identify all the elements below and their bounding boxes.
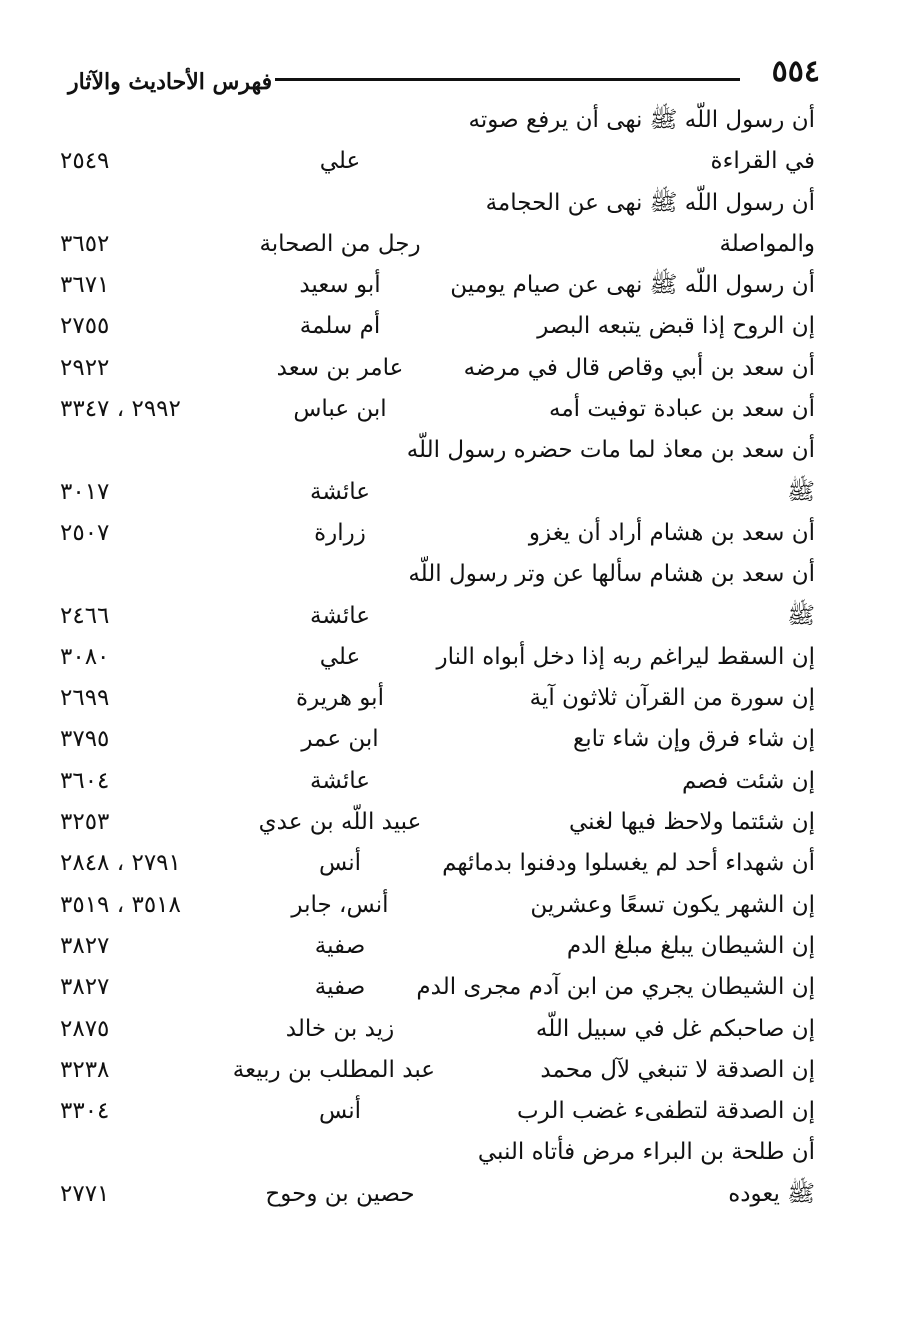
hadith-text: أن رسول اللّه ﷺ نهى عن صيام يومين (450, 272, 815, 299)
hadith-number: ٢٧٩١ ، ٢٨٤٨ (60, 850, 181, 877)
narrator-name: علي (319, 643, 361, 670)
hadith-text: أن سعد بن هشام أراد أن يغزو (528, 519, 815, 546)
index-row (60, 1091, 815, 1132)
hadith-number: ٣٧٩٥ (60, 726, 110, 753)
narrator-name: رجل من الصحابة (259, 230, 421, 257)
narrator-name: أم سلمة (299, 313, 381, 340)
narrator-name: عائشة (310, 478, 370, 505)
hadith-number: ٢٩٢٢ (60, 354, 110, 381)
page-number: ٥٥٤ (771, 54, 820, 89)
narrator-name: أبو سعيد (299, 272, 381, 299)
index-row (60, 141, 815, 182)
index-row (60, 885, 815, 926)
hadith-text: إن شاء فرق وإن شاء تابع (573, 726, 815, 753)
index-row (60, 430, 815, 471)
hadith-text: إن السقط ليراغم ربه إذا دخل أبواه النار (436, 643, 815, 670)
hadith-text: أن شهداء أحد لم يغسلوا ودفنوا بدمائهم (442, 850, 815, 877)
index-row (60, 637, 815, 678)
hadith-text: إن الشيطان يجري من ابن آدم مجرى الدم (416, 974, 815, 1001)
index-row (60, 554, 815, 595)
hadith-number: ٣٢٥٣ (60, 809, 110, 836)
hadith-number: ٣٦٥٢ (60, 230, 110, 257)
index-row (60, 183, 815, 224)
narrator-name: صفية (314, 932, 366, 959)
index-row (60, 719, 815, 760)
hadith-text: أن سعد بن معاذ لما مات حضره رسول اللّه (406, 437, 815, 464)
hadith-number: ٢٤٦٦ (60, 602, 110, 629)
narrator-name: أنس، جابر (291, 891, 389, 918)
narrator-name: ابن عباس (293, 396, 387, 423)
narrator-name: حصين بن وحوح (265, 1180, 415, 1207)
narrator-name: عامر بن سعد (276, 354, 404, 381)
page-running-title: فهرس الأحاديث والآثار (68, 69, 273, 95)
hadith-number: ٣٦٧١ (60, 272, 110, 299)
hadith-number: ٢٥٤٩ (60, 148, 110, 175)
hadith-text: ﷺ (787, 478, 815, 505)
narrator-name: زيد بن خالد (285, 1015, 395, 1042)
narrator-name: أبو هريرة (296, 685, 384, 712)
narrator-name: أنس (318, 1098, 362, 1125)
hadith-number: ٣٨٢٧ (60, 932, 110, 959)
hadith-number: ٣٠٨٠ (60, 643, 110, 670)
index-row (60, 389, 815, 430)
index-row (60, 843, 815, 884)
hadith-number: ٣٨٢٧ (60, 974, 110, 1001)
index-row (60, 802, 815, 843)
hadith-text: أن سعد بن هشام سألها عن وتر رسول اللّه (408, 561, 815, 588)
hadith-number: ٣٠١٧ (60, 478, 110, 505)
narrator-name: عائشة (310, 767, 370, 794)
hadith-number: ٣٢٣٨ (60, 1056, 110, 1083)
header-rule (275, 78, 740, 81)
hadith-text: في القراءة (710, 148, 815, 175)
hadith-text: ﷺ (787, 602, 815, 629)
index-row (60, 1009, 815, 1050)
hadith-number: ٢٨٧٥ (60, 1015, 110, 1042)
hadith-text: ﷺ يعوده (728, 1180, 815, 1207)
hadith-number: ٣٦٠٤ (60, 767, 110, 794)
index-row (60, 967, 815, 1008)
hadith-text: إن الصدقة لا تنبغي لآل محمد (540, 1056, 815, 1083)
hadith-text: إن الصدقة لتطفىء غضب الرب (516, 1098, 815, 1125)
index-row (60, 472, 815, 513)
index-row (60, 596, 815, 637)
hadith-number: ٢٩٩٢ ، ٣٣٤٧ (60, 396, 181, 423)
hadith-text: أن سعد بن أبي وقاص قال في مرضه (463, 354, 815, 381)
page-header (60, 52, 820, 102)
narrator-name: أنس (318, 850, 362, 877)
narrator-name: صفية (314, 974, 366, 1001)
index-row (60, 1050, 815, 1091)
hadith-number: ٢٦٩٩ (60, 685, 110, 712)
hadith-text: إن صاحبكم غل في سبيل اللّه (535, 1015, 815, 1042)
index-row (60, 678, 815, 719)
index-row (60, 306, 815, 347)
hadith-text: إن شئت فصم (682, 767, 815, 794)
index-row (60, 513, 815, 554)
index-row (60, 265, 815, 306)
narrator-name: زرارة (314, 519, 366, 546)
index-row (60, 926, 815, 967)
hadith-text: أن رسول اللّه ﷺ نهى أن يرفع صوته (468, 107, 815, 133)
hadith-index-list (60, 100, 815, 1215)
narrator-name: ابن عمر (301, 726, 379, 753)
hadith-text: إن الشيطان يبلغ مبلغ الدم (566, 932, 815, 959)
narrator-name: عبيد اللّه بن عدي (258, 809, 422, 836)
narrator-name: علي (319, 148, 361, 175)
hadith-text: أن طلحة بن البراء مرض فأتاه النبي (477, 1139, 815, 1166)
index-row (60, 100, 815, 141)
index-row (60, 1174, 815, 1215)
hadith-text: إن الروح إذا قبض يتبعه البصر (537, 313, 815, 340)
hadith-text: إن الشهر يكون تسعًا وعشرين (530, 891, 815, 918)
hadith-number: ٢٥٠٧ (60, 519, 110, 546)
hadith-text: أن رسول اللّه ﷺ نهى عن الحجامة (485, 189, 815, 216)
hadith-text: والمواصلة (719, 230, 815, 257)
index-row (60, 761, 815, 802)
index-row (60, 224, 815, 265)
hadith-number: ٢٧٧١ (60, 1180, 110, 1207)
hadith-text: إن شئتما ولاحظ فيها لغني (568, 809, 815, 836)
hadith-number: ٢٧٥٥ (60, 313, 110, 340)
narrator-name: عائشة (310, 602, 370, 629)
hadith-number: ٣٣٠٤ (60, 1098, 110, 1125)
index-row (60, 1132, 815, 1173)
hadith-text: أن سعد بن عبادة توفيت أمه (549, 396, 815, 423)
index-row (60, 348, 815, 389)
narrator-name: عبد المطلب بن ربيعة (232, 1056, 435, 1083)
hadith-number: ٣٥١٨ ، ٣٥١٩ (60, 891, 181, 918)
hadith-text: إن سورة من القرآن ثلاثون آية (529, 685, 815, 712)
